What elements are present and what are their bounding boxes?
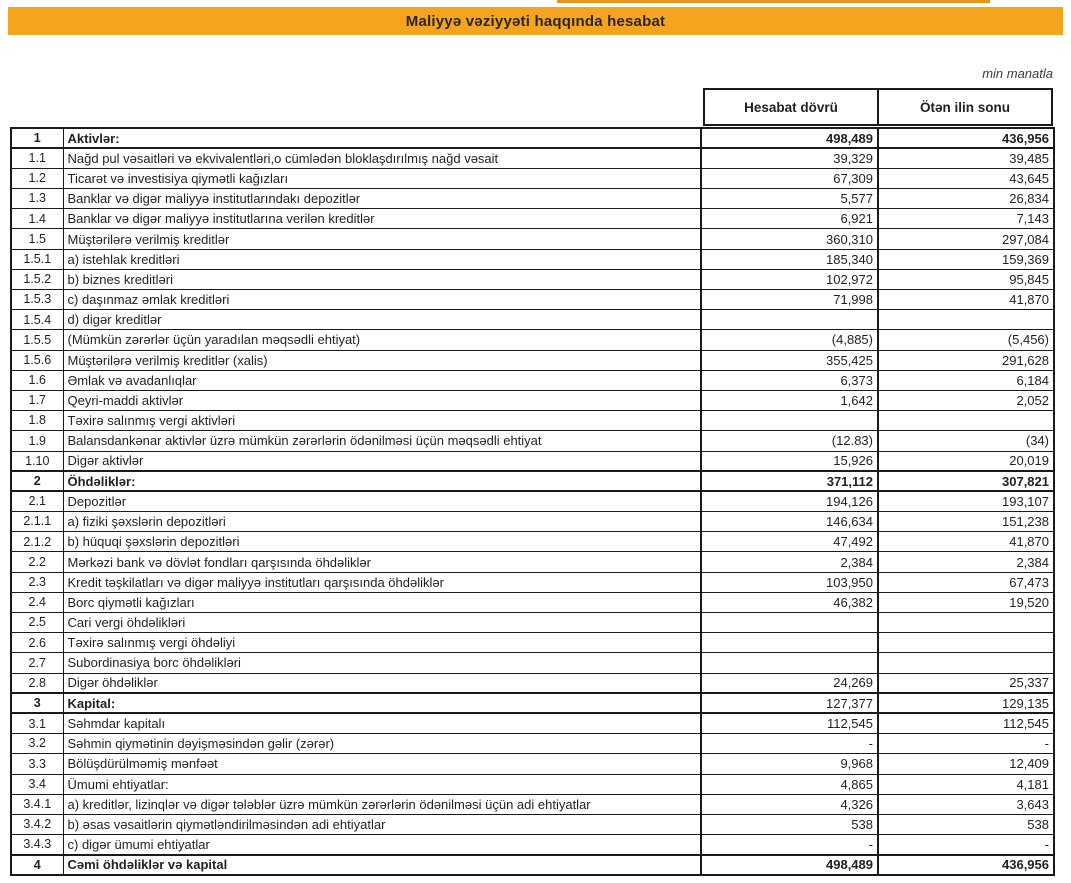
row-label: Cəmi öhdəliklər və kapital [63,855,701,875]
column-header-box [703,88,1053,126]
row-number: 3 [11,693,63,713]
row-label: Müştərilərə verilmiş kreditlər (xalis) [63,350,701,370]
row-number: 1.5.5 [11,330,63,350]
table-row [11,411,1054,431]
table-row [11,209,1054,229]
row-label: Bölüşdürülməmiş mənfəət [63,754,701,774]
table-row [11,491,1054,511]
row-number: 1.5.6 [11,350,63,370]
row-value-current: 146,634 [701,512,878,532]
row-value-previous: 307,821 [878,471,1054,491]
row-value-current: 46,382 [701,592,878,612]
row-number: 3.3 [11,754,63,774]
row-value-current: 185,340 [701,249,878,269]
row-number: 2.1.1 [11,512,63,532]
row-value-previous: 20,019 [878,451,1054,471]
table-row [11,471,1054,491]
table-row [11,249,1054,269]
row-value-current: 1,642 [701,390,878,410]
top-accent-strip [557,0,990,3]
row-value-previous: 112,545 [878,713,1054,733]
row-number: 2.2 [11,552,63,572]
row-number: 2.1 [11,491,63,511]
row-label: Əmlak və avadanlıqlar [63,370,701,390]
row-label: Kredit təşkilatları və digər maliyyə institutları qarşısında öhdəliklər [63,572,701,592]
table-row [11,330,1054,350]
row-value-previous: 7,143 [878,209,1054,229]
row-value-current: 5,577 [701,189,878,209]
row-value-previous: 95,845 [878,269,1054,289]
row-value-current: 4,326 [701,794,878,814]
row-label: Qeyri-maddi aktivlər [63,390,701,410]
row-value-previous: 39,485 [878,148,1054,168]
row-number: 1.5.1 [11,249,63,269]
row-number: 1.3 [11,189,63,209]
row-value-current: 538 [701,814,878,834]
row-value-current [701,310,878,330]
row-number: 1.6 [11,370,63,390]
row-number: 1.1 [11,148,63,168]
table-row [11,532,1054,552]
row-value-previous: (5,456) [878,330,1054,350]
table-row [11,310,1054,330]
column-header-previous: Ötən ilin sonu [920,99,1010,115]
row-number: 1.5.2 [11,269,63,289]
row-number: 2.8 [11,673,63,693]
row-value-current [701,411,878,431]
table-row [11,148,1054,168]
row-value-previous [878,633,1054,653]
table-row [11,290,1054,310]
row-value-current: 103,950 [701,572,878,592]
row-value-current [701,653,878,673]
table-row [11,128,1054,148]
row-label: b) biznes kreditləri [63,269,701,289]
row-value-current: (4,885) [701,330,878,350]
table-row [11,189,1054,209]
row-value-previous: - [878,734,1054,754]
row-label: Təxirə salınmış vergi öhdəliyi [63,633,701,653]
row-value-previous: 159,369 [878,249,1054,269]
balance-sheet-table [10,127,1055,876]
report-title: Maliyyə vəziyyəti haqqında hesabat [405,12,666,30]
table-row [11,552,1054,572]
row-label: Öhdəliklər: [63,471,701,491]
row-value-current: 39,329 [701,148,878,168]
row-number: 2.1.2 [11,532,63,552]
row-number: 1 [11,128,63,148]
row-number: 3.2 [11,734,63,754]
table-row [11,754,1054,774]
row-number: 1.2 [11,168,63,188]
table-row [11,370,1054,390]
row-value-current [701,633,878,653]
row-label: Banklar və digər maliyyə institutlarındakı depozitlər [63,189,701,209]
table-row [11,653,1054,673]
row-value-current: (12.83) [701,431,878,451]
row-label: Təxirə salınmış vergi aktivləri [63,411,701,431]
table-row [11,835,1054,855]
row-value-current: - [701,734,878,754]
row-number: 3.4 [11,774,63,794]
row-value-current: 6,373 [701,370,878,390]
table-row [11,451,1054,471]
row-label: Balansdankənar aktivlər üzrə mümkün zərərlərin ödənilməsi üçün məqsədli ehtiyat [63,431,701,451]
row-value-current: 112,545 [701,713,878,733]
table-row [11,269,1054,289]
row-number: 1.4 [11,209,63,229]
row-number: 2.3 [11,572,63,592]
row-label: a) kreditlər, lizinqlər və digər tələblər üzrə mümkün zərərlərin ödənilməsi üçün adi ehtiyatlar [63,794,701,814]
row-value-current [701,613,878,633]
table-row [11,350,1054,370]
row-label: Cari vergi öhdəlikləri [63,613,701,633]
table-row [11,168,1054,188]
row-value-current: 360,310 [701,229,878,249]
table-row [11,512,1054,532]
row-value-previous: 2,384 [878,552,1054,572]
row-label: Aktivlər: [63,128,701,148]
report-title-bar [8,7,1063,35]
row-label: (Mümkün zərərlər üçün yaradılan məqsədli ehtiyat) [63,330,701,350]
row-label: Səhmdar kapitalı [63,713,701,733]
row-number: 1.5.3 [11,290,63,310]
row-value-current: 71,998 [701,290,878,310]
row-number: 3.4.3 [11,835,63,855]
row-label: Ümumi ehtiyatlar: [63,774,701,794]
table-row [11,673,1054,693]
row-value-current: 194,126 [701,491,878,511]
row-number: 2.7 [11,653,63,673]
row-value-current: 6,921 [701,209,878,229]
table-row [11,592,1054,612]
row-label: d) digər kreditlər [63,310,701,330]
row-value-previous: 3,643 [878,794,1054,814]
row-value-previous: 41,870 [878,290,1054,310]
row-value-current: 127,377 [701,693,878,713]
row-value-previous: 538 [878,814,1054,834]
row-value-previous: 193,107 [878,491,1054,511]
row-number: 1.9 [11,431,63,451]
row-number: 3.4.2 [11,814,63,834]
table-row [11,431,1054,451]
row-label: Depozitlər [63,491,701,511]
row-number: 4 [11,855,63,875]
row-label: Ticarət və investisiya qiymətli kağızları [63,168,701,188]
row-value-previous [878,653,1054,673]
row-label: c) digər ümumi ehtiyatlar [63,835,701,855]
row-number: 2 [11,471,63,491]
row-value-previous: 25,337 [878,673,1054,693]
row-number: 2.6 [11,633,63,653]
table-row [11,814,1054,834]
row-label: Digər aktivlər [63,451,701,471]
row-value-previous [878,411,1054,431]
row-number: 2.5 [11,613,63,633]
row-label: Borc qiymətli kağızları [63,592,701,612]
row-value-previous: 436,956 [878,855,1054,875]
balance-table-body [11,128,1054,875]
table-row [11,229,1054,249]
row-value-current: - [701,835,878,855]
row-value-previous: 26,834 [878,189,1054,209]
row-number: 1.7 [11,390,63,410]
row-value-previous [878,613,1054,633]
row-value-previous: 436,956 [878,128,1054,148]
row-value-current: 67,309 [701,168,878,188]
row-value-current: 355,425 [701,350,878,370]
row-number: 3.1 [11,713,63,733]
unit-note: min manatla [982,66,1053,81]
row-label: Kapital: [63,693,701,713]
row-value-previous: 12,409 [878,754,1054,774]
row-value-previous: 67,473 [878,572,1054,592]
row-value-previous: 297,084 [878,229,1054,249]
row-value-previous: 43,645 [878,168,1054,188]
row-number: 1.10 [11,451,63,471]
row-value-previous: 129,135 [878,693,1054,713]
row-value-previous: - [878,835,1054,855]
table-row [11,713,1054,733]
row-label: Banklar və digər maliyyə institutlarına verilən kreditlər [63,209,701,229]
row-value-previous [878,310,1054,330]
row-number: 1.8 [11,411,63,431]
row-label: a) fiziki şəxslərin depozitləri [63,512,701,532]
table-row [11,572,1054,592]
row-value-current: 498,489 [701,855,878,875]
table-row [11,693,1054,713]
row-label: Subordinasiya borc öhdəlikləri [63,653,701,673]
row-value-previous: (34) [878,431,1054,451]
row-label: Mərkəzi bank və dövlət fondları qarşısında öhdəliklər [63,552,701,572]
table-row [11,613,1054,633]
row-value-previous: 41,870 [878,532,1054,552]
column-header-current: Hesabat dövrü [705,90,879,124]
row-value-current: 9,968 [701,754,878,774]
table-row [11,633,1054,653]
row-label: c) daşınmaz əmlak kreditləri [63,290,701,310]
table-row [11,734,1054,754]
row-value-current: 102,972 [701,269,878,289]
row-value-current: 371,112 [701,471,878,491]
row-value-current: 2,384 [701,552,878,572]
row-number: 1.5.4 [11,310,63,330]
row-label: Səhmin qiymətinin dəyişməsindən gəlir (zərər) [63,734,701,754]
row-value-previous: 291,628 [878,350,1054,370]
row-value-current: 47,492 [701,532,878,552]
table-row [11,794,1054,814]
row-number: 1.5 [11,229,63,249]
table-row [11,855,1054,875]
row-number: 2.4 [11,592,63,612]
table-row [11,774,1054,794]
row-label: b) hüquqi şəxslərin depozitləri [63,532,701,552]
row-label: b) əsas vəsaitlərin qiymətləndirilməsindən adi ehtiyatlar [63,814,701,834]
row-value-previous: 4,181 [878,774,1054,794]
row-value-previous: 19,520 [878,592,1054,612]
row-label: a) istehlak kreditləri [63,249,701,269]
row-value-previous: 151,238 [878,512,1054,532]
row-value-previous: 6,184 [878,370,1054,390]
row-number: 3.4.1 [11,794,63,814]
row-value-previous: 2,052 [878,390,1054,410]
table-row [11,390,1054,410]
row-value-current: 4,865 [701,774,878,794]
row-value-current: 498,489 [701,128,878,148]
row-label: Nağd pul vəsaitləri və ekvivalentləri,o cümlədən bloklaşdırılmış nağd vəsait [63,148,701,168]
row-label: Digər öhdəliklər [63,673,701,693]
row-value-current: 15,926 [701,451,878,471]
row-value-current: 24,269 [701,673,878,693]
row-label: Müştərilərə verilmiş kreditlər [63,229,701,249]
